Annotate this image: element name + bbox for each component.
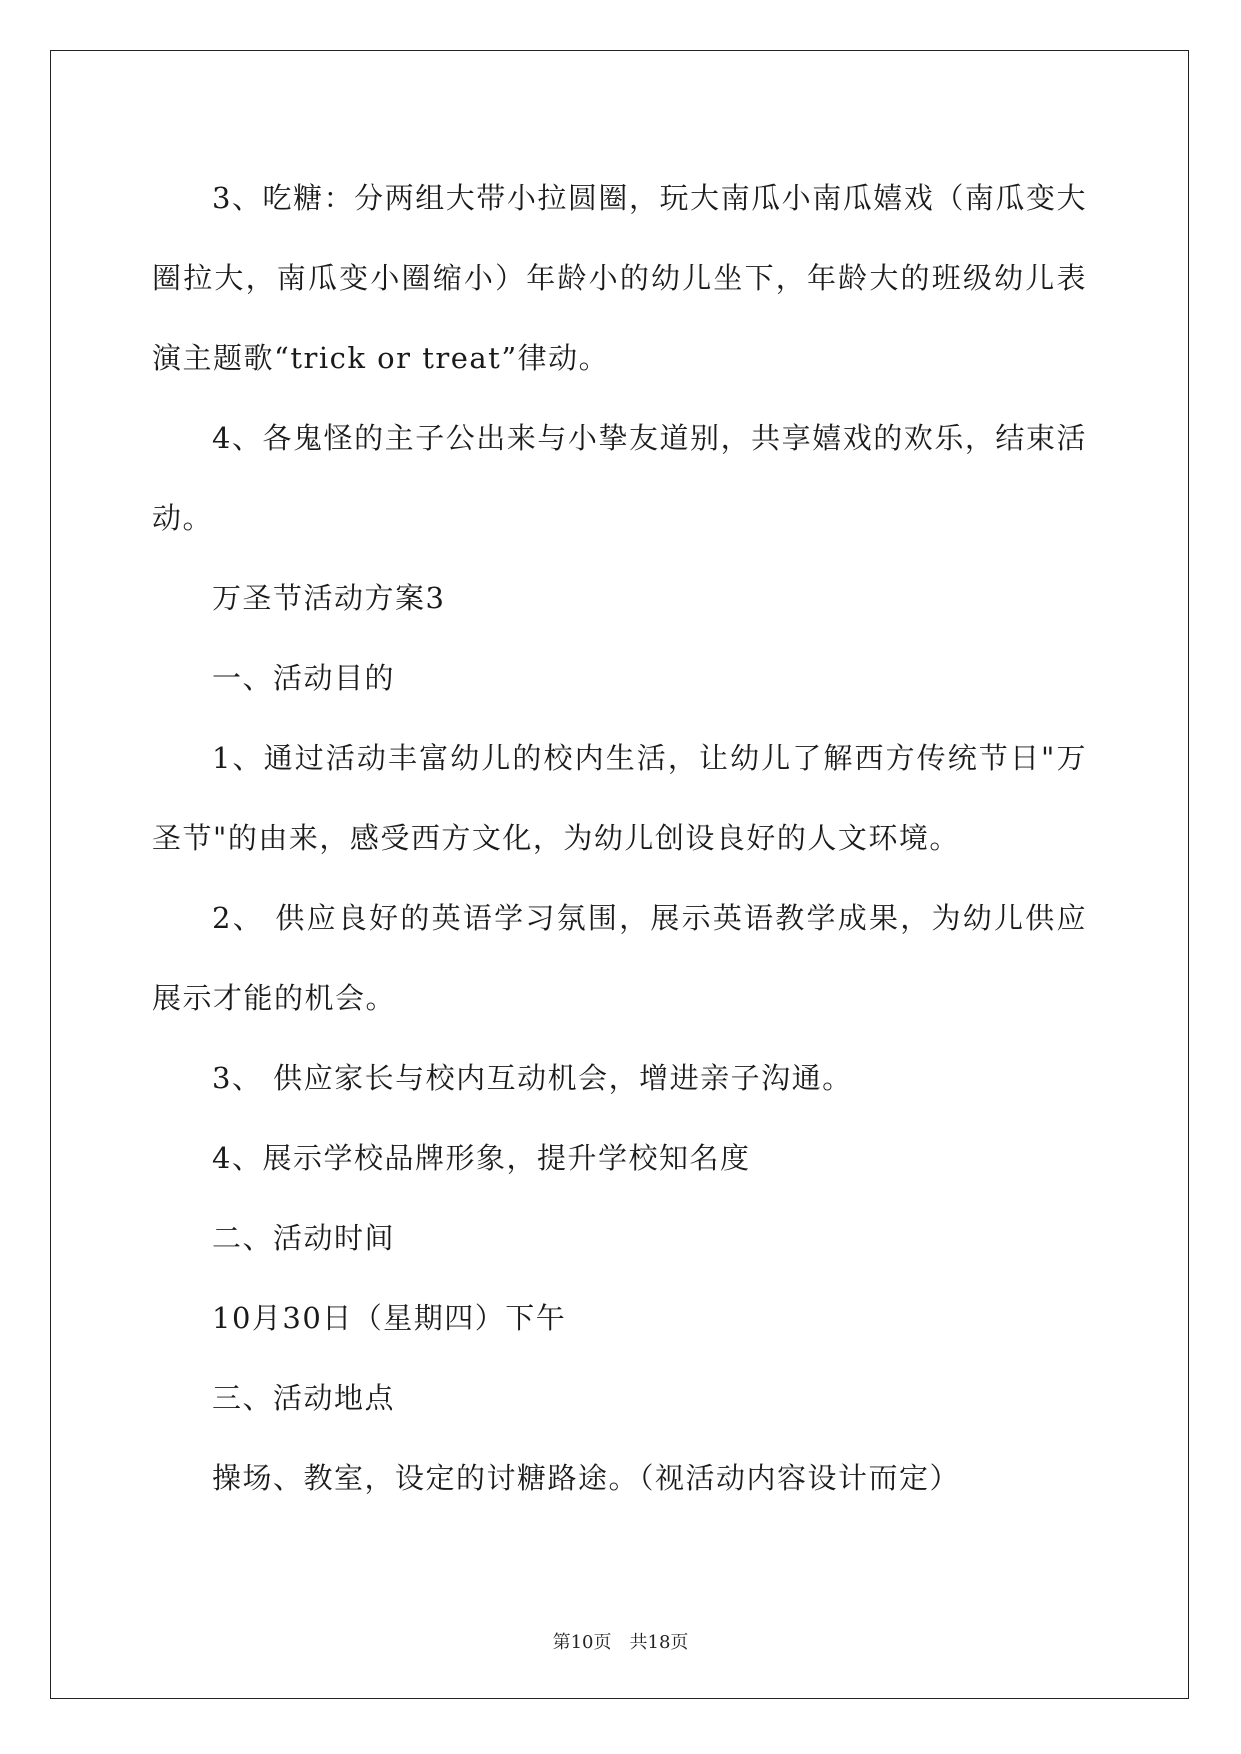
paragraph-purpose-2: 2、 供应良好的英语学习氛围，展示英语教学成果，为幼儿供应展示才能的机会。: [152, 901, 1087, 1015]
paragraph-purpose-3: 3、 供应家长与校内互动机会，增进亲子沟通。: [212, 1061, 853, 1095]
heading-activity-time: 二、活动时间: [212, 1221, 396, 1255]
paragraph-farewell: 4、各鬼怪的主子公出来与小挚友道别，共享嬉戏的欢乐，结束活动。: [152, 421, 1087, 535]
paragraph-location: 操场、教室，设定的讨糖路途。（视活动内容设计而定）: [212, 1461, 961, 1495]
paragraph-eat-candy: 3、吃糖：分两组大带小拉圆圈，玩大南瓜小南瓜嬉戏（南瓜变大圈拉大，南瓜变小圈缩小）年龄小的幼儿坐下，年龄大的班级幼儿表演主题歌“trick or treat”律动。: [152, 181, 1087, 375]
page-number-footer: 第10页 共18页: [552, 1632, 689, 1653]
paragraph-time: 10月30日（星期四）下午: [212, 1301, 567, 1335]
heading-activity-purpose: 一、活动目的: [212, 661, 396, 695]
paragraph-purpose-1: 1、通过活动丰富幼儿的校内生活，让幼儿了解西方传统节日"万圣节"的由来，感受西方文化，为幼儿创设良好的人文环境。: [152, 741, 1087, 855]
heading-activity-location: 三、活动地点: [212, 1381, 396, 1415]
section-title-plan-3: 万圣节活动方案3: [212, 581, 446, 615]
document-body: [152, 158, 1087, 1518]
paragraph-purpose-4: 4、展示学校品牌形象，提升学校知名度: [212, 1141, 751, 1175]
